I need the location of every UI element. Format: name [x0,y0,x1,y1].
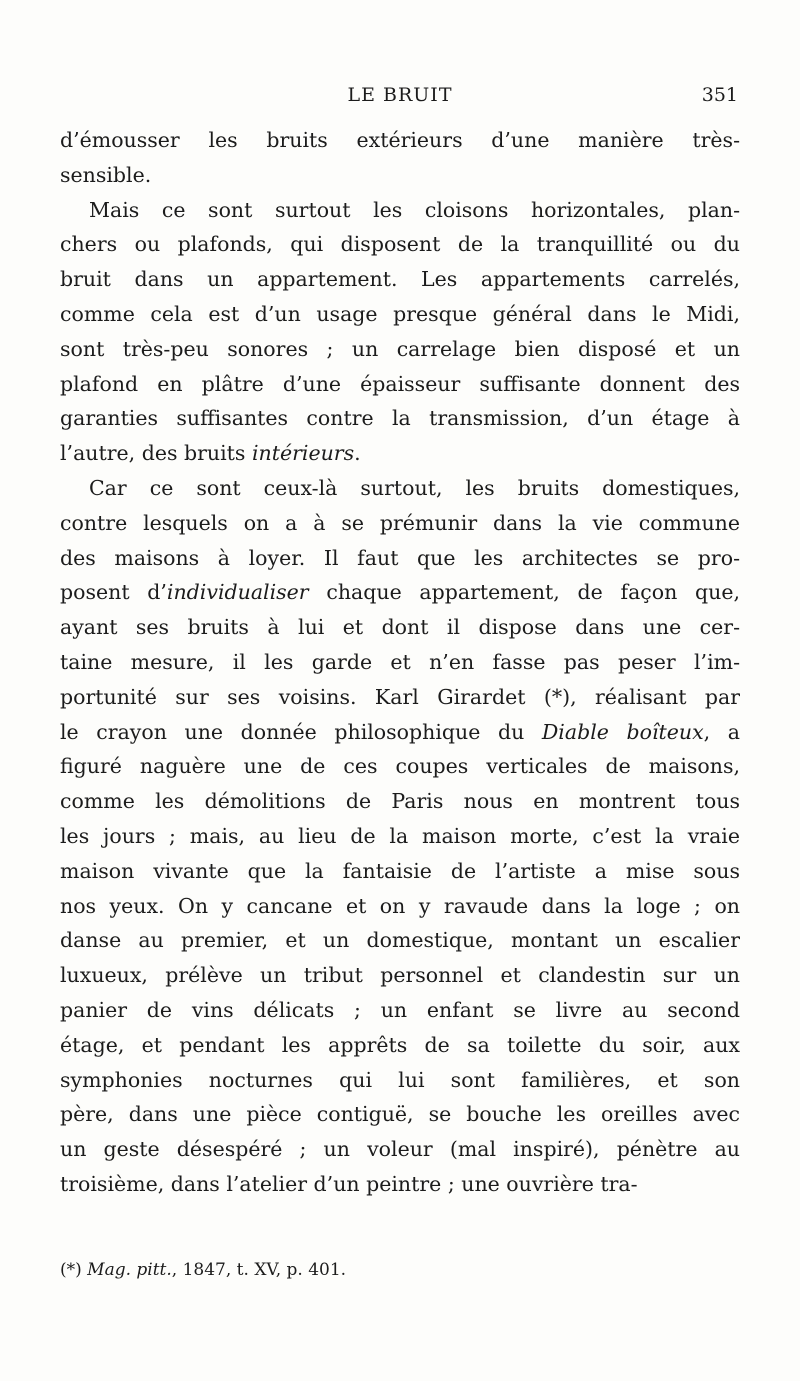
text-line [60,784,740,819]
text-line [60,506,740,541]
text-line [60,158,740,193]
text-line [60,1063,740,1098]
paragraph [60,193,740,471]
text-segment: ayant ses bruits à lui et dont il dispose dans une cer- [60,615,740,640]
text-segment: un geste désespéré ; un voleur (mal inspiré), pénètre au [60,1137,740,1162]
text-segment: . [354,441,361,466]
text-line [60,262,740,297]
text-segment: , a [703,719,740,744]
text-line [60,436,740,471]
text-segment: nos yeux. On y cancane et on y ravaude dans la loge ; on [60,893,740,918]
text-segment: portunité sur ses voisins. Karl Girardet (*), réalisant par [60,684,740,709]
text-line [60,401,740,436]
text-line [60,819,740,854]
text-segment: Car ce sont ceux-là surtout, les bruits domestiques, [89,475,740,500]
text-line [60,958,740,993]
text-segment: père, dans une pièce contiguë, se bouche les oreilles avec [60,1102,740,1127]
text-segment: maison vivante que la fantaisie de l’artiste a mise sous [60,858,740,883]
text-line [60,645,740,680]
text-line [60,993,740,1028]
paragraph [60,123,740,193]
text-line [60,854,740,889]
text-line [60,367,740,402]
footnote-work: Mag. pitt. [87,1260,172,1280]
text-line [60,1167,740,1202]
text-line [60,471,740,506]
italic-phrase: intérieurs [251,441,355,466]
footnote-citation: , 1847, t. XV, p. 401. [171,1260,347,1280]
text-line [60,332,740,367]
text-segment: les jours ; mais, au lieu de la maison morte, c’est la vraie [60,823,740,848]
text-segment: danse au premier, et un domestique, montant un escalier [60,928,740,953]
text-segment: étage, et pendant les apprêts de sa toilette du soir, aux [60,1032,740,1057]
text-line [60,1028,740,1063]
text-segment: posent d’ [60,580,167,605]
text-line [60,227,740,262]
text-line [60,749,740,784]
text-segment: plafond en plâtre d’une épaisseur suffisante donnent des [60,371,740,396]
text-line [60,889,740,924]
text-segment: bruit dans un appartement. Les appartements carrelés, [60,267,740,292]
text-line [60,1132,740,1167]
text-segment: troisième, dans l’atelier d’un peintre ; une ouvrière tra- [60,1171,638,1196]
text-segment: le crayon une donnée philosophique du [60,719,542,744]
text-line [60,1097,740,1132]
text-line [60,297,740,332]
text-segment: symphonies nocturnes qui lui sont familières, et son [60,1067,740,1092]
text-line [60,193,740,228]
text-segment: garanties suffisantes contre la transmission, d’un étage à [60,406,740,431]
text-segment: contre lesquels on a à se prémunir dans la vie commune [60,510,740,535]
text-segment: sensible. [60,162,152,187]
text-segment: luxueux, prélève un tribut personnel et clandestin sur un [60,963,740,988]
text-segment: Mais ce sont surtout les cloisons horizontales, plan- [89,197,740,222]
running-title: LE BRUIT [347,84,453,106]
text-line [60,680,740,715]
text-segment: des maisons à loyer. Il faut que les architectes se pro- [60,545,740,570]
text-segment: d’émousser les bruits extérieurs d’une manière très- [60,128,740,152]
text-segment: chers ou plafonds, qui disposent de la tranquillité ou du [60,232,740,257]
text-segment: l’autre, des bruits [60,441,252,466]
running-head [60,84,740,114]
text-segment: comme les démolitions de Paris nous en montrent tous [60,789,740,814]
italic-phrase: Diable boîteux [541,719,704,744]
footnote [60,1260,740,1280]
text-line [60,575,740,610]
text-line [60,923,740,958]
text-segment: figuré naguère une de ces coupes verticales de maisons, [60,754,740,779]
page-number: 351 [701,84,738,106]
paragraph [60,471,740,1202]
text-segment: comme cela est d’un usage presque général dans le Midi, [60,301,740,326]
text-line [60,610,740,645]
text-line [60,541,740,576]
text-segment: chaque appartement, de façon que, [308,580,740,605]
text-segment: taine mesure, il les garde et n’en fasse pas peser l’im- [60,649,740,674]
text-segment: panier de vins délicats ; un enfant se livre au second [60,997,740,1022]
text-line [60,715,740,750]
text-line [60,123,740,158]
text-segment: sont très-peu sonores ; un carrelage bien disposé et un [60,336,740,361]
italic-phrase: individualiser [166,580,309,605]
footnote-marker: (*) [60,1260,82,1280]
body-text [60,123,740,1202]
